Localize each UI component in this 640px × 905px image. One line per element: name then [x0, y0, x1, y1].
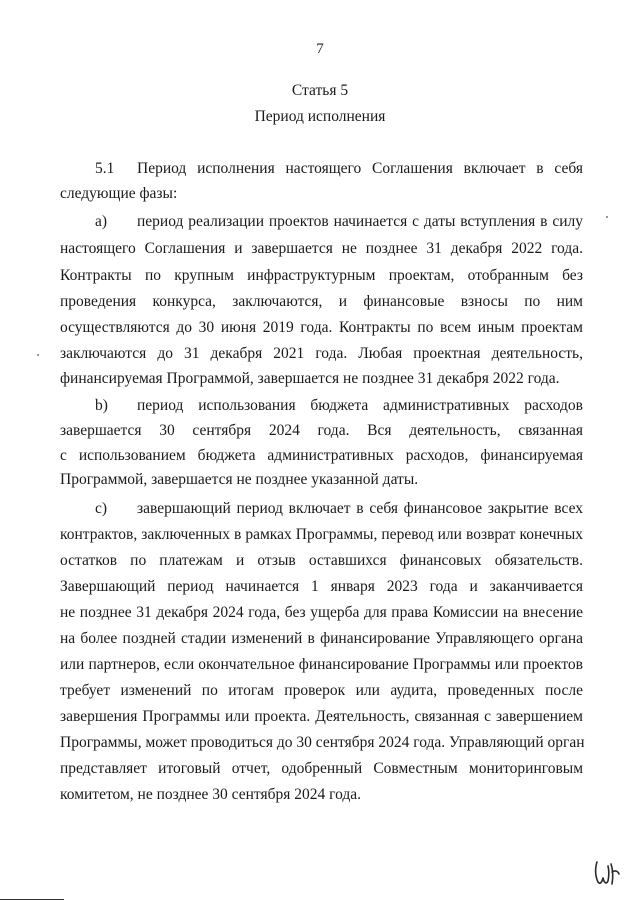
- paragraph-line: осуществляются до 30 июня 2019 года. Контракты по всем иным проектам: [60, 319, 583, 336]
- item-label-c: c): [95, 500, 108, 517]
- paragraph-line: остатков по платежам и отзыв оставшихся финансовых обязательств.: [60, 552, 583, 569]
- paragraph-line: с использованием бюджета административных расходов, финансируемая: [60, 447, 583, 464]
- paragraph-line: период использования бюджета административных расходов: [137, 397, 583, 414]
- paragraph-line: завершающий период включает в себя финансовое закрытие всех: [137, 500, 583, 517]
- paragraph-line: завершается 30 сентября 2024 года. Вся деятельность, связанная: [60, 422, 583, 439]
- paragraph-line: Период исполнения настоящего Соглашения включает в себя: [137, 160, 583, 177]
- paragraph-line: Программой, завершается не позднее указанной даты.: [60, 471, 419, 488]
- paragraph-line: Программы, может проводиться до 30 сентября 2024 года. Управляющий орган: [60, 734, 585, 751]
- paragraph-line: период реализации проектов начинается с даты вступления в силу: [137, 213, 583, 230]
- item-label-a: a): [95, 213, 108, 230]
- handwritten-initials: [593, 858, 621, 888]
- paragraph-line: не позднее 31 декабря 2024 года, без ущерба для права Комиссии на внесение: [60, 604, 583, 621]
- article-subtitle: Период исполнения: [254, 108, 386, 125]
- scan-speck: [37, 354, 39, 356]
- page-number: 7: [316, 41, 324, 57]
- scan-speck: [606, 216, 608, 218]
- paragraph-line: требует изменений по итогам проверок или аудита, проведенных после: [60, 682, 583, 699]
- paragraph-line: следующие фазы:: [60, 185, 178, 202]
- item-label-b: b): [95, 397, 108, 414]
- paragraph-line: завершения Программы или проекта. Деятельность, связанная с завершением: [60, 708, 583, 725]
- paragraph-line: представляет итоговый отчет, одобренный Совместным мониторинговым: [60, 760, 583, 777]
- section-number: 5.1: [95, 160, 115, 177]
- paragraph-line: комитетом, не позднее 30 сентября 2024 года.: [60, 786, 362, 803]
- paragraph-line: настоящего Соглашения и завершается не позднее 31 декабря 2022 года.: [60, 240, 583, 257]
- paragraph-line: финансируемая Программой, завершается не позднее 31 декабря 2022 года.: [60, 370, 560, 387]
- paragraph-line: проведения конкурса, заключаются, и финансовые взносы по ним: [60, 293, 583, 310]
- paragraph-line: контрактов, заключенных в рамках Программы, перевод или возврат конечных: [60, 526, 583, 543]
- footer-rule: [0, 899, 64, 900]
- article-title: Статья 5: [291, 82, 349, 99]
- paragraph-line: на более поздней стадии изменений в финансирование Управляющего органа: [60, 630, 583, 647]
- paragraph-line: заключаются до 31 декабря 2021 года. Любая проектная деятельность,: [60, 345, 583, 362]
- paragraph-line: Завершающий период начинается 1 января 2023 года и заканчивается: [60, 578, 583, 595]
- paragraph-line: или партнеров, если окончательное финансирование Программы или проектов: [60, 656, 583, 673]
- paragraph-line: Контракты по крупным инфраструктурным проектам, отобранным без: [60, 267, 583, 284]
